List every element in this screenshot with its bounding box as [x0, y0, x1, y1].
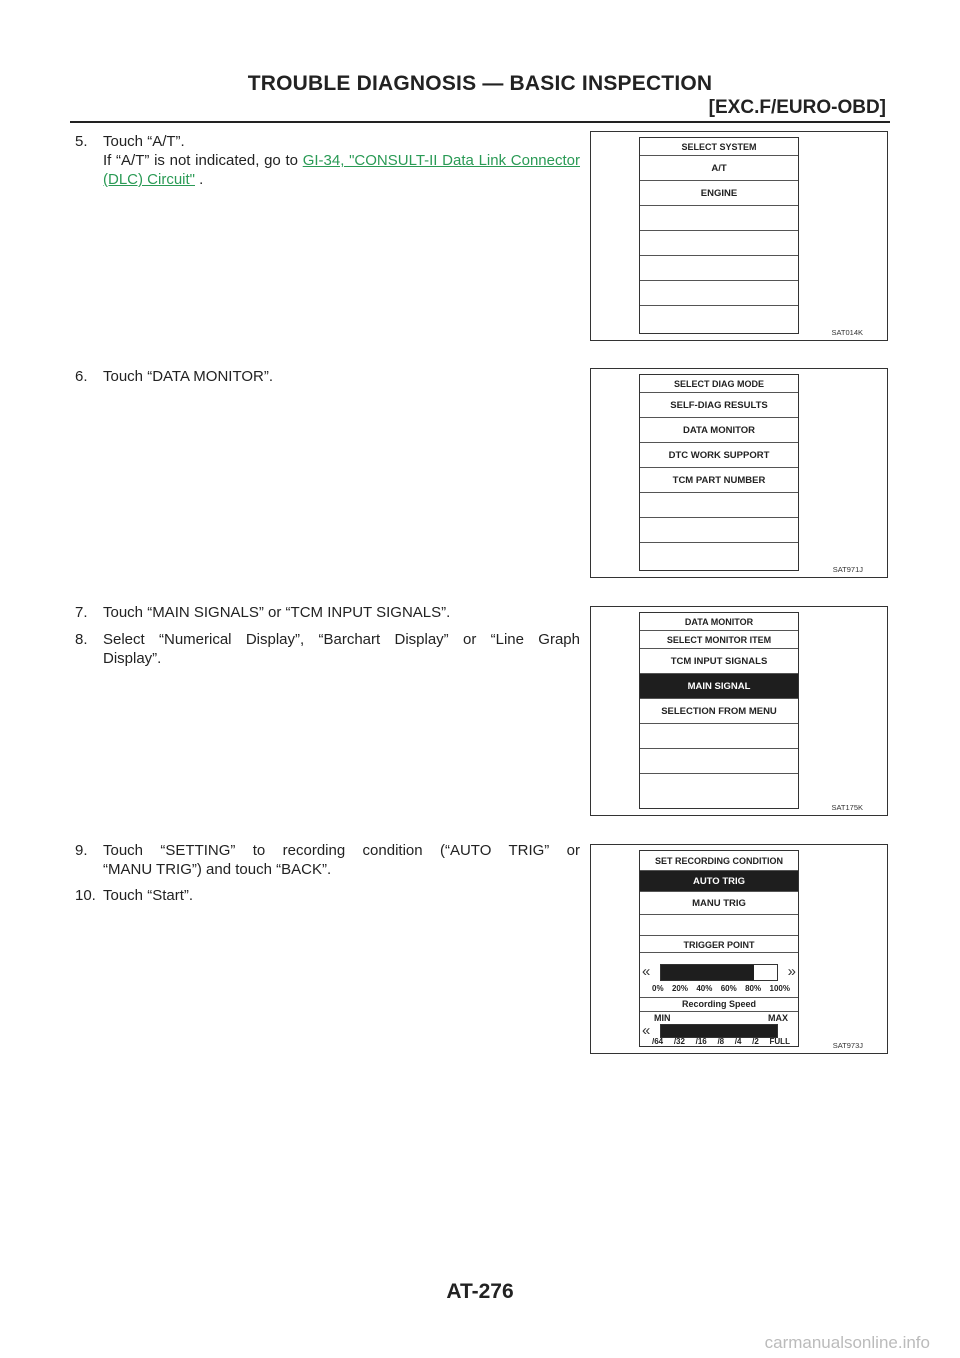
screen-header: SELECT SYSTEM: [640, 138, 798, 156]
chevron-left-icon[interactable]: «: [642, 963, 651, 980]
trigger-tick-label: 100%: [769, 984, 790, 993]
chevron-right-icon[interactable]: »: [787, 963, 796, 980]
figure-code: SAT971J: [832, 565, 863, 574]
consult-screen: [639, 137, 799, 334]
trigger-tick-label: 80%: [745, 984, 762, 993]
header-rule: [70, 121, 890, 123]
menu-item-dtc-work-support[interactable]: DTC WORK SUPPORT: [640, 443, 798, 468]
min-label: MIN: [654, 1013, 671, 1023]
menu-item-empty: [640, 231, 798, 256]
trigger-tick-label: 0%: [652, 984, 664, 993]
speed-ticks: [652, 1037, 790, 1046]
section-code: [EXC.F/EURO-OBD]: [708, 97, 886, 118]
speed-tick-label: /8: [717, 1037, 725, 1046]
screen-header: SET RECORDING CONDITION: [640, 851, 798, 871]
step-text: Select “Numerical Display”, “Barchart Display” or “Line Graph: [103, 631, 580, 648]
chevron-left-icon[interactable]: «: [642, 1022, 651, 1039]
trigger-ticks: [652, 984, 790, 993]
consult-screen: [639, 374, 799, 571]
speed-tick-label: /16: [695, 1037, 707, 1046]
menu-item-empty: [640, 724, 798, 749]
auto-trig-button[interactable]: AUTO TRIG: [640, 871, 798, 892]
trigger-point-panel: [640, 952, 798, 998]
menu-item-self-diag-results[interactable]: SELF-DIAG RESULTS: [640, 393, 798, 418]
step-text: Touch “SETTING” to recording condition (“AUTO TRIG” or: [103, 842, 580, 859]
step-7: [75, 603, 580, 622]
step-text: “MANU TRIG”) and touch “BACK”.: [103, 861, 332, 878]
step-number: 9.: [75, 842, 88, 859]
step-text: Touch “DATA MONITOR”.: [103, 368, 274, 385]
figure-code: SAT014K: [831, 328, 863, 337]
trigger-tick-label: 20%: [671, 984, 688, 993]
trigger-tick-label: 60%: [720, 984, 737, 993]
menu-item-tcm-part-number[interactable]: TCM PART NUMBER: [640, 468, 798, 493]
step-number: 6.: [75, 368, 88, 385]
screen-header: SELECT DIAG MODE: [640, 375, 798, 393]
max-label: MAX: [768, 1013, 788, 1023]
recording-speed-slider[interactable]: [660, 1024, 778, 1038]
consult-screen: [639, 612, 799, 809]
step-text: Touch “A/T”.: [103, 133, 185, 150]
trigger-tick-label: 40%: [696, 984, 713, 993]
watermark: carmanualsonline.info: [764, 1333, 930, 1352]
slider-fill: [661, 1025, 777, 1037]
menu-item-main-signal[interactable]: MAIN SIGNAL: [640, 674, 798, 699]
step-6: [75, 367, 580, 386]
step-number: 7.: [75, 604, 88, 621]
step-9: [75, 841, 580, 879]
trigger-point-slider[interactable]: [660, 964, 778, 981]
figure-set-recording-condition: [590, 844, 888, 1054]
figure-code: SAT973J: [832, 1041, 863, 1050]
menu-item-empty: [640, 518, 798, 543]
menu-item-empty: [640, 749, 798, 774]
page-title: TROUBLE DIAGNOSIS — BASIC INSPECTION: [247, 72, 713, 95]
menu-item-selection-from-menu[interactable]: SELECTION FROM MENU: [640, 699, 798, 724]
menu-item-empty: [640, 774, 798, 799]
speed-tick-label: /64: [652, 1037, 664, 1046]
step-number: 8.: [75, 631, 88, 648]
speed-tick-label: /2: [752, 1037, 759, 1046]
menu-item-empty: [640, 493, 798, 518]
speed-tick-label: /32: [673, 1037, 685, 1046]
figure-code: SAT175K: [831, 803, 863, 812]
step-10: [75, 886, 580, 905]
blank-row: [640, 915, 798, 936]
gi-34-link[interactable]: GI-34, "CONSULT-II Data Link Connector (DLC) Circuit": [103, 152, 580, 188]
menu-item-empty: [640, 543, 798, 568]
step-text: Touch “Start”.: [103, 887, 194, 904]
page-number: AT-276: [446, 1280, 514, 1303]
speed-tick-label: FULL: [769, 1037, 790, 1046]
figure-data-monitor: [590, 606, 888, 816]
menu-item-tcm-input-signals[interactable]: TCM INPUT SIGNALS: [640, 649, 798, 674]
step-text: .: [199, 171, 204, 188]
step-number: 5.: [75, 133, 88, 150]
figure-select-diag-mode: [590, 368, 888, 578]
menu-item-empty: [640, 206, 798, 231]
step-8: [75, 630, 580, 668]
step-number: 10.: [75, 887, 96, 904]
manu-trig-button[interactable]: MANU TRIG: [640, 892, 798, 915]
figure-select-system: [590, 131, 888, 341]
recording-speed-label: Recording Speed: [681, 999, 756, 1009]
step-5: [75, 132, 580, 189]
slider-fill: [661, 965, 754, 980]
consult-screen: [639, 850, 799, 1047]
menu-item-empty: [640, 306, 798, 331]
speed-tick-label: /4: [734, 1037, 742, 1046]
menu-item-at[interactable]: A/T: [640, 156, 798, 181]
menu-item-empty: [640, 256, 798, 281]
menu-item-empty: [640, 281, 798, 306]
trigger-point-label: TRIGGER POINT: [683, 939, 755, 950]
menu-item-data-monitor[interactable]: DATA MONITOR: [640, 418, 798, 443]
step-text: If “A/T” is not indicated, go to: [103, 152, 298, 169]
screen-subheader: SELECT MONITOR ITEM: [640, 631, 798, 649]
step-text: Display”.: [103, 650, 162, 667]
divider: [640, 1011, 798, 1012]
step-text: Touch “MAIN SIGNALS” or “TCM INPUT SIGNALS”.: [103, 604, 451, 621]
menu-item-engine[interactable]: ENGINE: [640, 181, 798, 206]
screen-header: DATA MONITOR: [640, 613, 798, 631]
